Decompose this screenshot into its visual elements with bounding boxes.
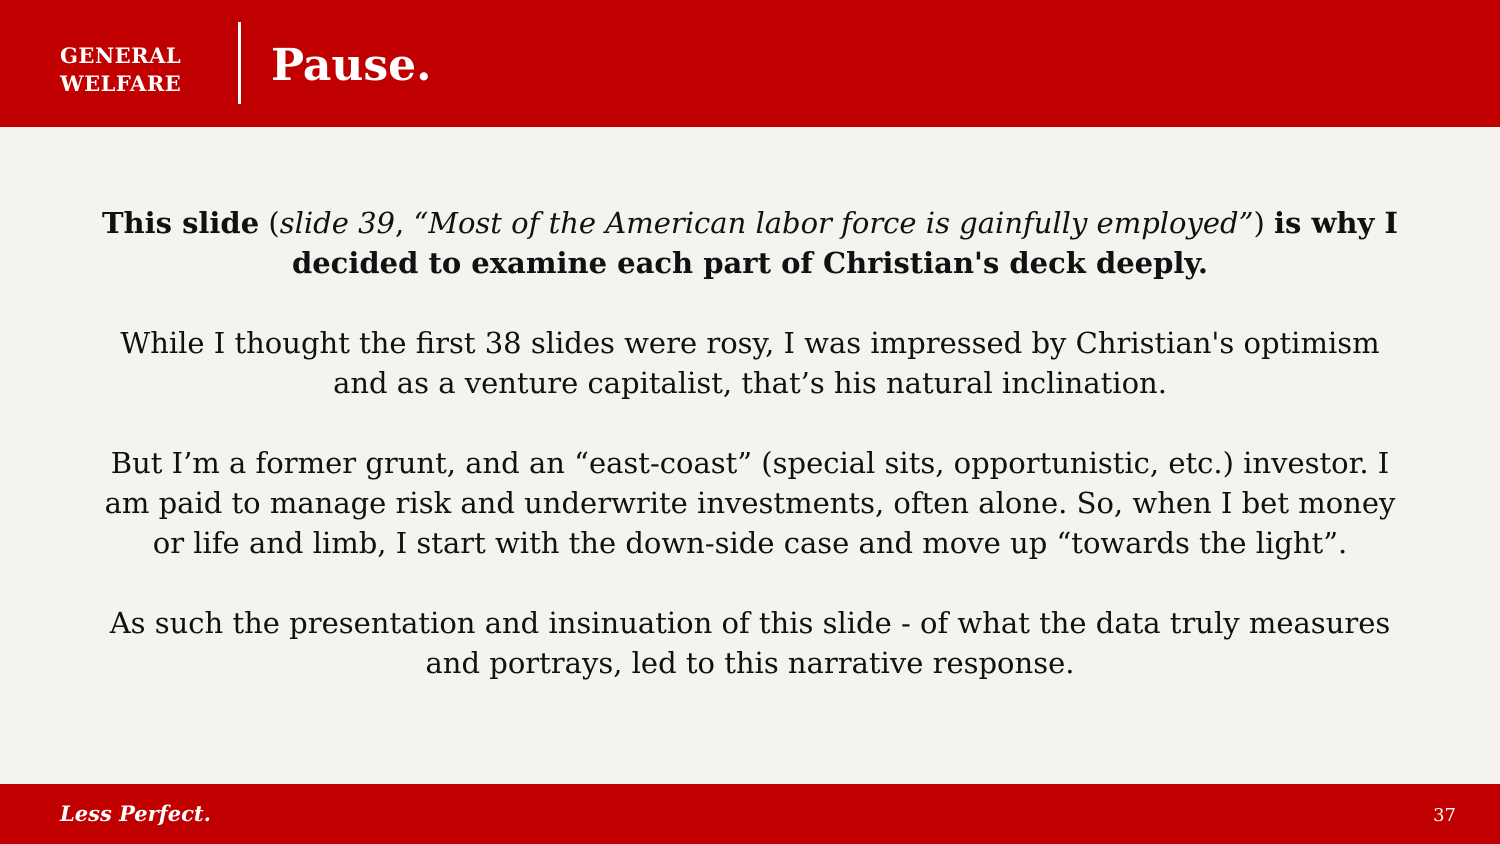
p1-bold-end: is why I decided to examine each part of Christian's deck deeply. (291, 206, 1399, 280)
paragraph-1 (90, 203, 1410, 283)
footer-bar (0, 784, 1500, 844)
p1-bold-start: This slide (101, 206, 260, 240)
p1-paren-open: ( (259, 206, 280, 240)
brand-line-2: WELFARE (60, 71, 182, 96)
slide-body (90, 203, 1410, 683)
brand-logo (60, 42, 181, 98)
p1-comma: , (395, 206, 414, 240)
p1-paren-close: ) (1253, 206, 1274, 240)
header-divider (238, 22, 241, 104)
p1-slide-quote: “Most of the American labor force is gainfully employed” (413, 206, 1254, 240)
paragraph-2: While I thought the first 38 slides were rosy, I was impressed by Christian's optimism and as a venture capitalist, that’s his natural inclination. (120, 326, 1380, 400)
paragraph-4: As such the presentation and insinuation of this slide - of what the data truly measures and portrays, led to this narrative response. (109, 606, 1391, 680)
paragraph-3: But I’m a former grunt, and an “east-coast” (special sits, opportunistic, etc.) investor. I am paid to manage risk and underwrite investments, often alone. So, when I bet money or life and limb, I start with the down-side case and move up “towards the light”. (104, 446, 1396, 560)
header-bar (0, 0, 1500, 127)
footer-brand: Less Perfect. (60, 801, 211, 826)
slide-title: Pause. (271, 40, 432, 91)
page-number: 37 (1433, 805, 1456, 826)
brand-line-1: GENERAL (60, 43, 182, 68)
p1-slide-ref: slide 39 (279, 206, 395, 240)
